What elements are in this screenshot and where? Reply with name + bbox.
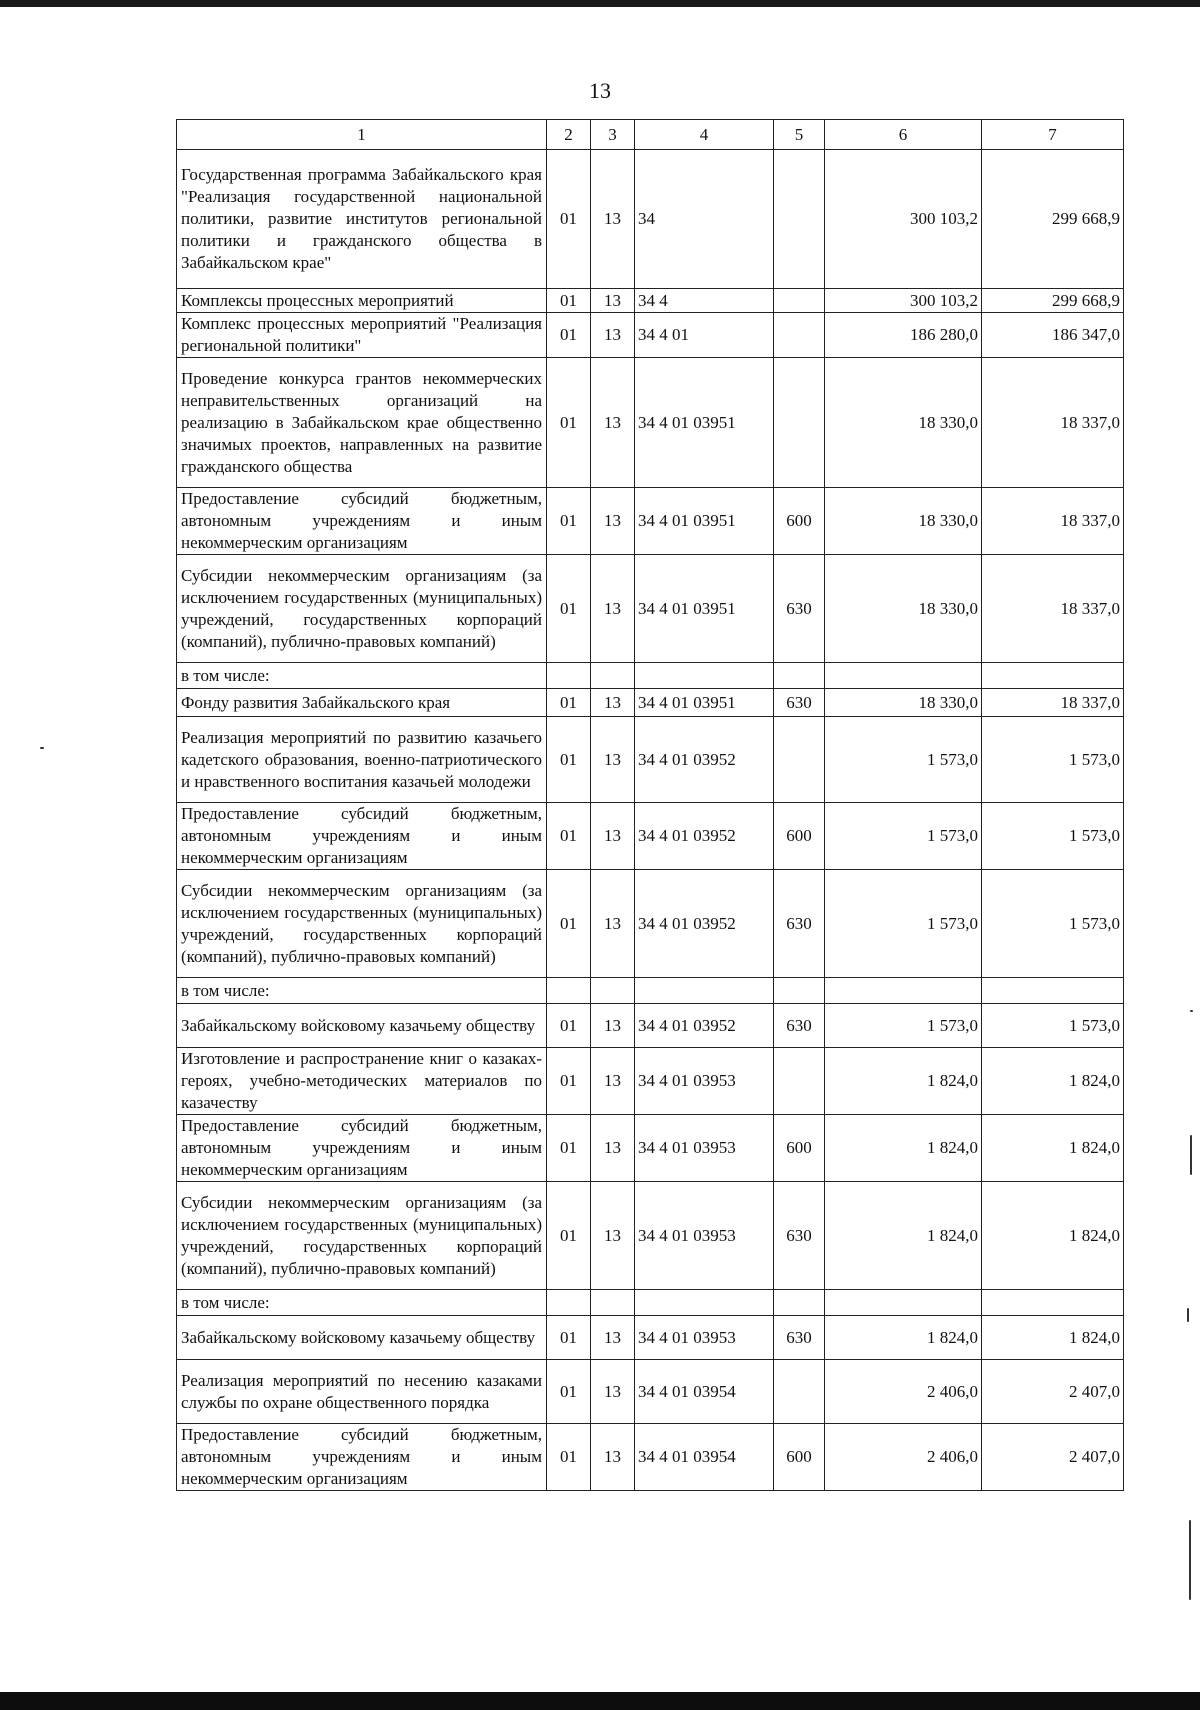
row-name: Предоставление субсидий бюджетным, автономным учреждениям и иным некоммерческим организациям	[177, 1115, 547, 1182]
table-row	[177, 1115, 1124, 1182]
row-name: Забайкальскому войсковому казачьему обществу	[177, 1004, 547, 1048]
row-name: Забайкальскому войсковому казачьему обществу	[177, 1316, 547, 1360]
column-header: 2	[547, 120, 591, 150]
target-article-code: 34 4 01 03953	[635, 1115, 774, 1182]
section-code: 01	[547, 289, 591, 313]
subsection-code: 13	[591, 1115, 635, 1182]
subsection-code: 13	[591, 1182, 635, 1290]
amount-year-1: 1 824,0	[825, 1316, 982, 1360]
expense-type-code	[774, 1048, 825, 1115]
scan-border-top	[0, 0, 1200, 7]
table-row	[177, 1290, 1124, 1316]
column-header: 5	[774, 120, 825, 150]
amount-year-2	[982, 1290, 1124, 1316]
row-name: Комплексы процессных мероприятий	[177, 289, 547, 313]
subsection-code: 13	[591, 1004, 635, 1048]
amount-year-1	[825, 978, 982, 1004]
section-code: 01	[547, 1360, 591, 1424]
scan-speck	[1190, 1010, 1193, 1012]
subsection-code	[591, 1290, 635, 1316]
subsection-code: 13	[591, 358, 635, 488]
subsection-code: 13	[591, 555, 635, 663]
section-code: 01	[547, 150, 591, 289]
scan-speck	[40, 747, 44, 749]
target-article-code: 34 4 01 03953	[635, 1316, 774, 1360]
section-code: 01	[547, 488, 591, 555]
scan-speck	[1189, 1520, 1191, 1600]
scan-speck	[1187, 1308, 1189, 1322]
row-name: в том числе:	[177, 663, 547, 689]
table-row	[177, 663, 1124, 689]
row-name: Предоставление субсидий бюджетным, автономным учреждениям и иным некоммерческим организациям	[177, 803, 547, 870]
row-name: в том числе:	[177, 1290, 547, 1316]
amount-year-2	[982, 663, 1124, 689]
subsection-code: 13	[591, 150, 635, 289]
amount-year-2: 299 668,9	[982, 150, 1124, 289]
amount-year-1: 18 330,0	[825, 358, 982, 488]
expense-type-code	[774, 717, 825, 803]
page-number: 13	[589, 78, 611, 103]
expense-type-code	[774, 1360, 825, 1424]
section-code: 01	[547, 1182, 591, 1290]
expense-type-code: 630	[774, 689, 825, 717]
expense-type-code	[774, 1290, 825, 1316]
table-row	[177, 289, 1124, 313]
amount-year-2: 18 337,0	[982, 488, 1124, 555]
row-name: Предоставление субсидий бюджетным, автономным учреждениям и иным некоммерческим организациям	[177, 488, 547, 555]
subsection-code: 13	[591, 313, 635, 358]
amount-year-1	[825, 663, 982, 689]
target-article-code: 34 4 01	[635, 313, 774, 358]
amount-year-2: 2 407,0	[982, 1424, 1124, 1491]
table-row	[177, 978, 1124, 1004]
row-name: в том числе:	[177, 978, 547, 1004]
amount-year-2: 1 824,0	[982, 1115, 1124, 1182]
expense-type-code	[774, 150, 825, 289]
section-code: 01	[547, 689, 591, 717]
amount-year-2: 1 573,0	[982, 803, 1124, 870]
target-article-code	[635, 1290, 774, 1316]
row-name: Государственная программа Забайкальского края "Реализация государственной национальной политики, развитие институтов региональной политики и гражданского общества в Забайкальском крае"	[177, 150, 547, 289]
row-name: Субсидии некоммерческим организациям (за исключением государственных (муниципальных) учреждений, государственных корпораций (компаний), публично-правовых компаний)	[177, 870, 547, 978]
table-row	[177, 1048, 1124, 1115]
amount-year-1: 300 103,2	[825, 150, 982, 289]
amount-year-1: 18 330,0	[825, 488, 982, 555]
column-header-row	[177, 120, 1124, 150]
amount-year-2	[982, 978, 1124, 1004]
column-header: 4	[635, 120, 774, 150]
amount-year-1: 18 330,0	[825, 689, 982, 717]
subsection-code: 13	[591, 803, 635, 870]
target-article-code: 34 4	[635, 289, 774, 313]
amount-year-1: 186 280,0	[825, 313, 982, 358]
expense-type-code: 600	[774, 1115, 825, 1182]
table-row	[177, 803, 1124, 870]
section-code: 01	[547, 1004, 591, 1048]
section-code	[547, 978, 591, 1004]
table-row	[177, 1182, 1124, 1290]
expense-type-code: 600	[774, 803, 825, 870]
section-code	[547, 1290, 591, 1316]
scan-border-bottom	[0, 1692, 1200, 1710]
expense-type-code	[774, 663, 825, 689]
amount-year-2: 1 824,0	[982, 1316, 1124, 1360]
target-article-code: 34 4 01 03954	[635, 1424, 774, 1491]
table-row	[177, 313, 1124, 358]
subsection-code: 13	[591, 1316, 635, 1360]
row-name: Реализация мероприятий по несению казаками службы по охране общественного порядка	[177, 1360, 547, 1424]
target-article-code: 34 4 01 03953	[635, 1182, 774, 1290]
subsection-code: 13	[591, 1360, 635, 1424]
subsection-code: 13	[591, 1048, 635, 1115]
column-header: 1	[177, 120, 547, 150]
expense-type-code: 630	[774, 870, 825, 978]
expense-type-code	[774, 358, 825, 488]
target-article-code: 34 4 01 03951	[635, 488, 774, 555]
amount-year-1: 1 824,0	[825, 1182, 982, 1290]
budget-table-body	[177, 120, 1124, 1491]
amount-year-1: 1 573,0	[825, 803, 982, 870]
target-article-code: 34 4 01 03951	[635, 358, 774, 488]
amount-year-2: 18 337,0	[982, 358, 1124, 488]
subsection-code: 13	[591, 717, 635, 803]
table-row	[177, 488, 1124, 555]
section-code: 01	[547, 870, 591, 978]
target-article-code	[635, 663, 774, 689]
expense-type-code: 600	[774, 1424, 825, 1491]
expense-type-code	[774, 289, 825, 313]
amount-year-2: 1 824,0	[982, 1048, 1124, 1115]
target-article-code	[635, 978, 774, 1004]
amount-year-2: 1 573,0	[982, 1004, 1124, 1048]
amount-year-2: 299 668,9	[982, 289, 1124, 313]
row-name: Субсидии некоммерческим организациям (за исключением государственных (муниципальных) учреждений, государственных корпораций (компаний), публично-правовых компаний)	[177, 555, 547, 663]
subsection-code: 13	[591, 689, 635, 717]
expense-type-code: 630	[774, 1182, 825, 1290]
amount-year-1	[825, 1290, 982, 1316]
expense-type-code	[774, 978, 825, 1004]
expense-type-code: 600	[774, 488, 825, 555]
row-name: Субсидии некоммерческим организациям (за исключением государственных (муниципальных) учреждений, государственных корпораций (компаний), публично-правовых компаний)	[177, 1182, 547, 1290]
table-row	[177, 717, 1124, 803]
amount-year-2: 1 573,0	[982, 717, 1124, 803]
subsection-code: 13	[591, 870, 635, 978]
row-name: Фонду развития Забайкальского края	[177, 689, 547, 717]
row-name: Предоставление субсидий бюджетным, автономным учреждениям и иным некоммерческим организациям	[177, 1424, 547, 1491]
table-row	[177, 555, 1124, 663]
section-code: 01	[547, 358, 591, 488]
scan-speck	[1190, 1135, 1192, 1175]
amount-year-1: 1 573,0	[825, 1004, 982, 1048]
amount-year-2: 1 824,0	[982, 1182, 1124, 1290]
section-code: 01	[547, 803, 591, 870]
target-article-code: 34	[635, 150, 774, 289]
expense-type-code: 630	[774, 1316, 825, 1360]
target-article-code: 34 4 01 03951	[635, 689, 774, 717]
amount-year-1: 18 330,0	[825, 555, 982, 663]
target-article-code: 34 4 01 03953	[635, 1048, 774, 1115]
amount-year-2: 1 573,0	[982, 870, 1124, 978]
amount-year-1: 2 406,0	[825, 1360, 982, 1424]
subsection-code	[591, 663, 635, 689]
section-code: 01	[547, 717, 591, 803]
target-article-code: 34 4 01 03951	[635, 555, 774, 663]
column-header: 3	[591, 120, 635, 150]
table-row	[177, 1424, 1124, 1491]
section-code	[547, 663, 591, 689]
row-name: Изготовление и распространение книг о казаках-героях, учебно-методических материалов по казачеству	[177, 1048, 547, 1115]
row-name: Проведение конкурса грантов некоммерческих неправительственных организаций на реализацию в Забайкальском крае общественно значимых проектов, направленных на развитие гражданского общества	[177, 358, 547, 488]
section-code: 01	[547, 555, 591, 663]
table-row	[177, 358, 1124, 488]
subsection-code: 13	[591, 1424, 635, 1491]
amount-year-1: 1 824,0	[825, 1115, 982, 1182]
amount-year-1: 300 103,2	[825, 289, 982, 313]
section-code: 01	[547, 1048, 591, 1115]
amount-year-1: 1 573,0	[825, 717, 982, 803]
row-name: Реализация мероприятий по развитию казачьего кадетского образования, военно-патриотического и нравственного воспитания казачьей молодежи	[177, 717, 547, 803]
amount-year-2: 18 337,0	[982, 689, 1124, 717]
amount-year-2: 18 337,0	[982, 555, 1124, 663]
subsection-code: 13	[591, 289, 635, 313]
expense-type-code: 630	[774, 555, 825, 663]
target-article-code: 34 4 01 03954	[635, 1360, 774, 1424]
table-row	[177, 1360, 1124, 1424]
subsection-code	[591, 978, 635, 1004]
section-code: 01	[547, 1115, 591, 1182]
expense-type-code	[774, 313, 825, 358]
table-row	[177, 689, 1124, 717]
amount-year-2: 186 347,0	[982, 313, 1124, 358]
amount-year-2: 2 407,0	[982, 1360, 1124, 1424]
section-code: 01	[547, 313, 591, 358]
budget-table	[176, 119, 1124, 1491]
subsection-code: 13	[591, 488, 635, 555]
target-article-code: 34 4 01 03952	[635, 803, 774, 870]
column-header: 7	[982, 120, 1124, 150]
column-header: 6	[825, 120, 982, 150]
table-row	[177, 870, 1124, 978]
target-article-code: 34 4 01 03952	[635, 1004, 774, 1048]
table-row	[177, 1316, 1124, 1360]
section-code: 01	[547, 1424, 591, 1491]
amount-year-1: 1 824,0	[825, 1048, 982, 1115]
amount-year-1: 2 406,0	[825, 1424, 982, 1491]
section-code: 01	[547, 1316, 591, 1360]
target-article-code: 34 4 01 03952	[635, 717, 774, 803]
row-name: Комплекс процессных мероприятий "Реализация региональной политики"	[177, 313, 547, 358]
table-row	[177, 1004, 1124, 1048]
expense-type-code: 630	[774, 1004, 825, 1048]
target-article-code: 34 4 01 03952	[635, 870, 774, 978]
amount-year-1: 1 573,0	[825, 870, 982, 978]
table-row	[177, 150, 1124, 289]
